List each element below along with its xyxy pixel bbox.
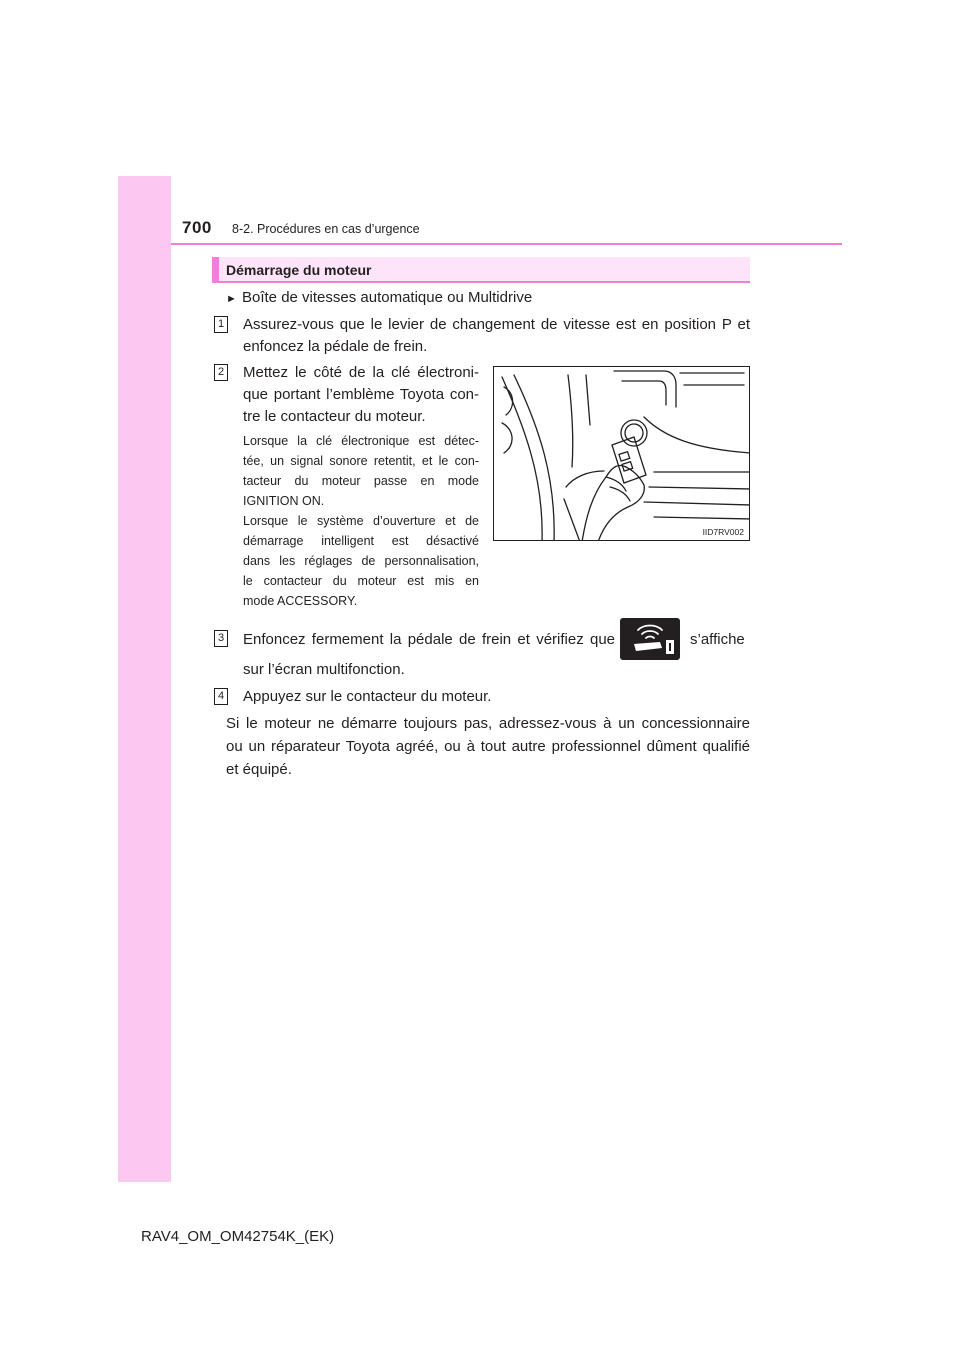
subheading	[226, 289, 532, 306]
closing-line-1: Si le moteur ne démarre toujours pas, adressez-vous à un concessionnaire	[226, 715, 750, 732]
key-indicator-icon	[620, 618, 680, 660]
illustration-code: IID7RV002	[702, 527, 744, 537]
step-3-text-before: Enfoncez fermement la pédale de frein et vérifiez que	[243, 631, 615, 648]
step-3-line-1-before	[243, 629, 615, 651]
note-1-line-4: IGNITION ON.	[243, 494, 325, 508]
step-number-4: 4	[214, 688, 228, 705]
step-2-text	[243, 362, 479, 428]
step-1-line-2: enfoncez la pédale de frein.	[243, 338, 428, 355]
step-1-text	[243, 314, 750, 358]
subheading-text: Boîte de vitesses automatique ou Multidrive	[242, 289, 533, 306]
step-number-3: 3	[214, 630, 228, 647]
step-number-1: 1	[214, 316, 228, 333]
hand-holding-key-illustration	[494, 367, 750, 541]
step-4-line-1: Appuyez sur le contacteur du moteur.	[243, 688, 492, 705]
header-rule	[171, 243, 842, 245]
step-2-line-3: tre le contacteur du moteur.	[243, 408, 426, 425]
step-1-line-1: Assurez-vous que le levier de changement de vitesse est en position P et	[243, 316, 750, 333]
closing-line-3: et équipé.	[226, 761, 292, 778]
page-number: 700	[182, 218, 212, 237]
closing-paragraph	[226, 712, 750, 781]
heading-accent-bar	[212, 257, 219, 283]
start-button-illustration	[493, 366, 750, 541]
step-3-line-2: sur l’écran multifonction.	[243, 661, 405, 678]
note-1-line-2: tée, un signal sonore retentit, et le con-	[243, 454, 479, 468]
step-2-note-2	[243, 511, 479, 611]
side-band	[118, 176, 171, 1182]
step-2-line-2: que portant l’emblème Toyota con-	[243, 386, 479, 403]
closing-line-2: ou un réparateur Toyota agréé, ou à tout autre professionnel dûment qualifié	[226, 738, 750, 755]
step-3-text-after: s’affiche	[690, 631, 745, 648]
note-2-line-2: démarrage intelligent est désactivé	[243, 534, 479, 548]
note-2-line-4: le contacteur du moteur est mis en	[243, 574, 479, 588]
note-2-line-3: dans les réglages de personnalisation,	[243, 554, 479, 568]
note-1-line-3: tacteur du moteur passe en mode	[243, 474, 479, 488]
note-1-line-1: Lorsque la clé électronique est détec-	[243, 434, 479, 448]
section-title: 8-2. Procédures en cas d’urgence	[232, 222, 420, 236]
box-heading	[212, 257, 750, 283]
note-2-line-1: Lorsque le système d’ouverture et de	[243, 514, 479, 528]
step-2-line-1: Mettez le côté de la clé électroni-	[243, 364, 479, 381]
footer-code: RAV4_OM_OM42754K_(EK)	[141, 1228, 335, 1245]
note-2-line-5: mode ACCESSORY.	[243, 594, 358, 608]
step-number-2: 2	[214, 364, 228, 381]
box-heading-title: Démarrage du moteur	[226, 262, 372, 278]
step-2-note-1	[243, 431, 479, 511]
triangle-bullet-icon: ►	[226, 293, 237, 305]
